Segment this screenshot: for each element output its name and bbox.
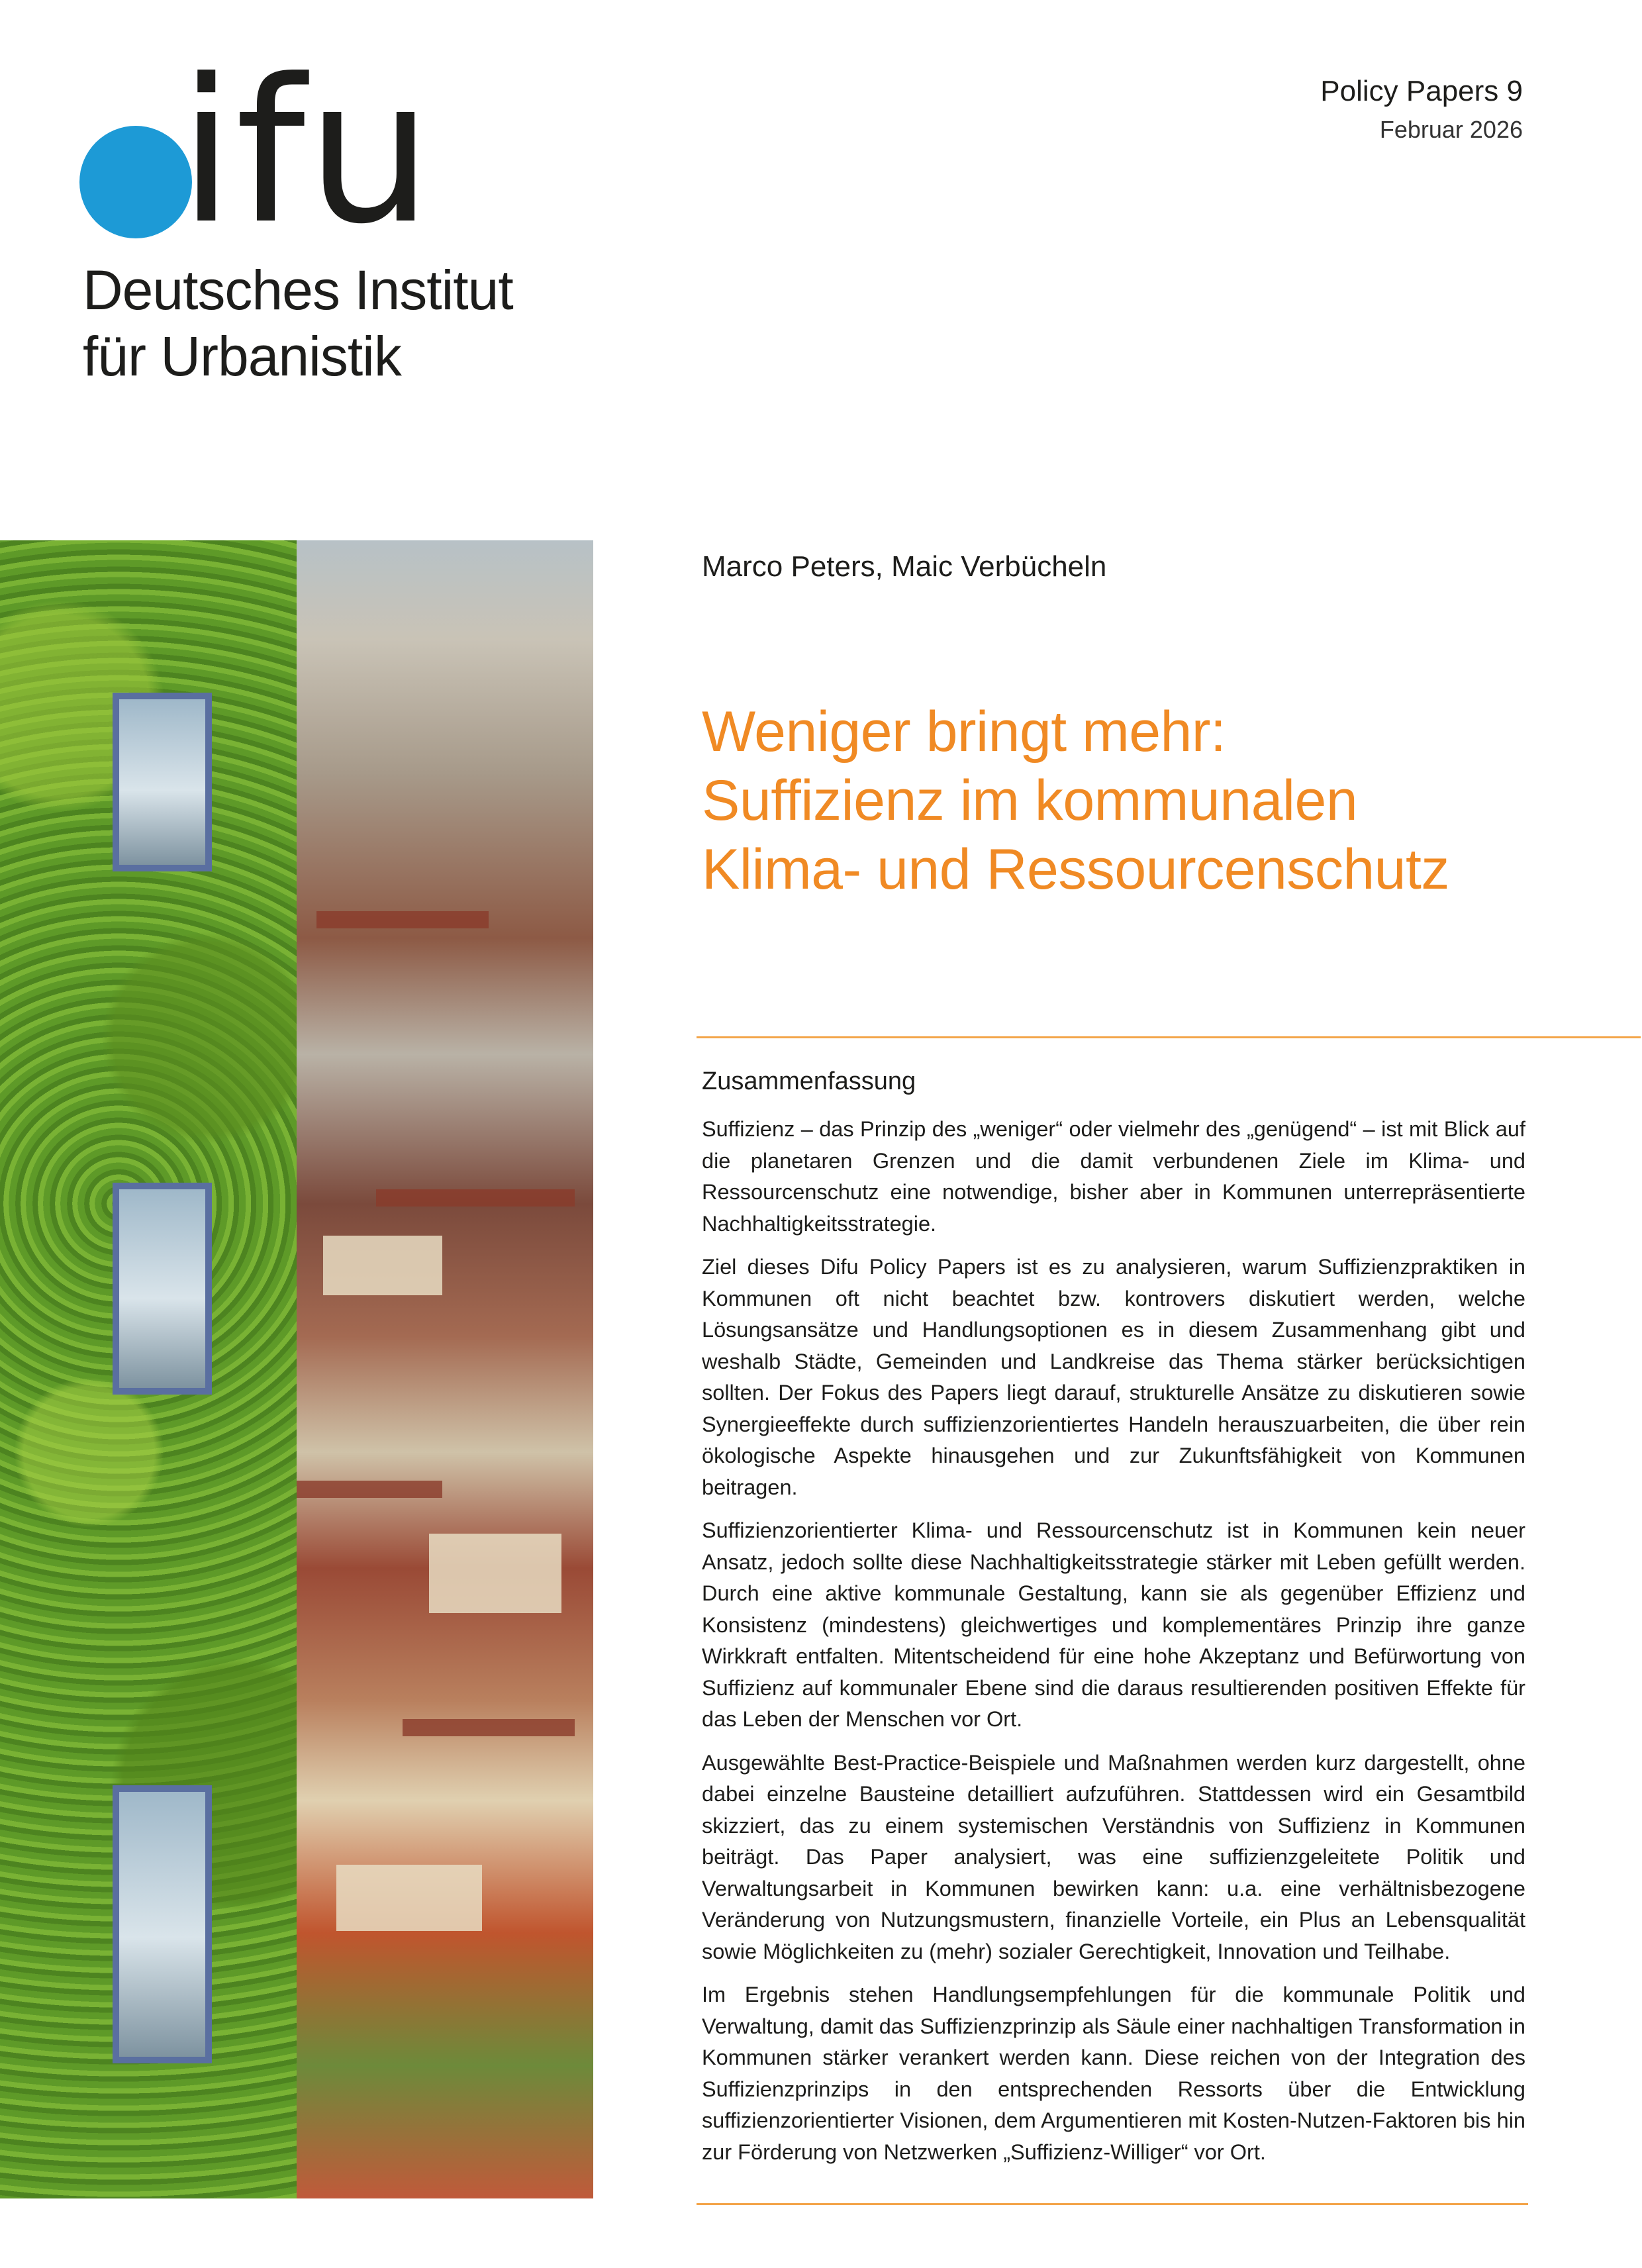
summary-paragraph: Ausgewählte Best-Practice-Beispiele und Maßnahmen werden kurz dargestellt, ohne dabei einzelne Bausteine detailliert aufzuführen. Stattdessen wird ein Gesamtbild skizziert, das zu einem systemischen Verständnis von Suffizienz in Kommunen beiträgt. Das Paper analysiert, was eine suffizienzgeleitete Politik und Verwaltungsarbeit in Kommunen bewirken kann: u.a. eine verhältnisbezogene Veränderung von Nutzungsmustern, finanzielle Vorteile, ein Plus an Lebensqualität sowie Möglichkeiten zu (mehr) sozialer Gerechtigkeit, Innovation und Teilhabe.: [702, 1750, 1525, 1963]
logo-wordmark: ifu: [179, 36, 434, 268]
authors: Marco Peters, Maic Verbücheln: [702, 550, 1107, 583]
divider-bottom: [697, 2203, 1528, 2205]
series-info: [1320, 72, 1523, 148]
difu-logo: [79, 36, 556, 387]
title-line3: Klima- und Ressourcenschutz: [702, 837, 1449, 901]
summary-paragraph: Ziel dieses Difu Policy Papers ist es zu analysieren, warum Suffizienzpraktiken in Kommunen oft nicht beachtet bzw. kontrovers diskutiert werden, welche Lösungsansätze und Handlungsoptionen es in diesem Zusammenhang gibt und weshalb Städte, Gemeinden und Landkreise das Thema stärker berücksichtigen sollten. Der Fokus des Papers liegt darauf, strukturelle Ansätze zu diskutieren sowie Synergieeffekte durch suffizienzorientiertes Handeln herauszuarbeiten, die über rein ökologische Aspekte hinausgehen und zur Zukunftsfähigkeit von Kommunen beitragen.: [702, 1255, 1525, 1499]
title-line1: Weniger bringt mehr:: [702, 699, 1226, 764]
logo-dot: [79, 126, 192, 238]
ivy-facade-image: [0, 540, 297, 2198]
city-rooftops-image: [297, 540, 593, 2198]
paper-title: [702, 697, 1563, 904]
series-name: Policy Papers 9: [1320, 75, 1523, 107]
summary-heading: Zusammenfassung: [702, 1067, 916, 1095]
institute-name-line1: Deutsches Institut: [83, 259, 513, 321]
summary-paragraph: Im Ergebnis stehen Handlungsempfehlungen für die kommunale Politik und Verwaltung, damit das Suffizienzprinzip als Säule einer nachhaltigen Transformation in Kommunen stärker verankert werden kann. Diese reichen von der Integration des Suffizienzprinzips in den entsprechenden Ressorts über die Entwicklung suffizienzorientierter Visionen, dem Argumentieren mit Kosten-Nutzen-Faktoren bis hin zur Förderung von Netzwerken „Suffizienz-Williger“ vor Ort.: [702, 1983, 1525, 2164]
publication-date: Februar 2026: [1379, 116, 1523, 143]
title-line2: Suffizienz im kommunalen: [702, 768, 1358, 832]
window-image: [113, 1183, 212, 1395]
window-image: [113, 1785, 212, 2063]
summary-paragraph: Suffizienzorientierter Klima- und Ressourcenschutz ist in Kommunen kein neuer Ansatz, jedoch sollte diese Nachhaltigkeitsstrategie stärker mit Leben gefüllt werden. Durch eine aktive kommunale Gestaltung, kann sie als gegenüber Effizienz und Konsistenz (mindestens) gleichwertiges und komplementäres Prinzip ihre ganze Wirkkraft entfalten. Mitentscheidend für eine hohe Akzeptanz und Befürwortung von Suffizienz auf kommunaler Ebene sind die daraus resultierenden positiven Effekte für das Leben der Menschen vor Ort.: [702, 1518, 1525, 1731]
institute-name: [83, 257, 513, 389]
divider-top: [697, 1036, 1641, 1038]
cover-photo: [0, 540, 593, 2198]
institute-name-line2: für Urbanistik: [83, 325, 401, 387]
summary-body: [702, 1114, 1525, 2180]
window-image: [113, 693, 212, 871]
summary-paragraph: Suffizienz – das Prinzip des „weniger“ oder vielmehr des „genügend“ – ist mit Blick auf die planetaren Grenzen und die damit verbundenen Ziele im Klima- und Ressourcenschutz eine notwendige, bisher aber in Kommunen unterrepräsentierte Nachhaltigkeitsstrategie.: [702, 1117, 1525, 1236]
